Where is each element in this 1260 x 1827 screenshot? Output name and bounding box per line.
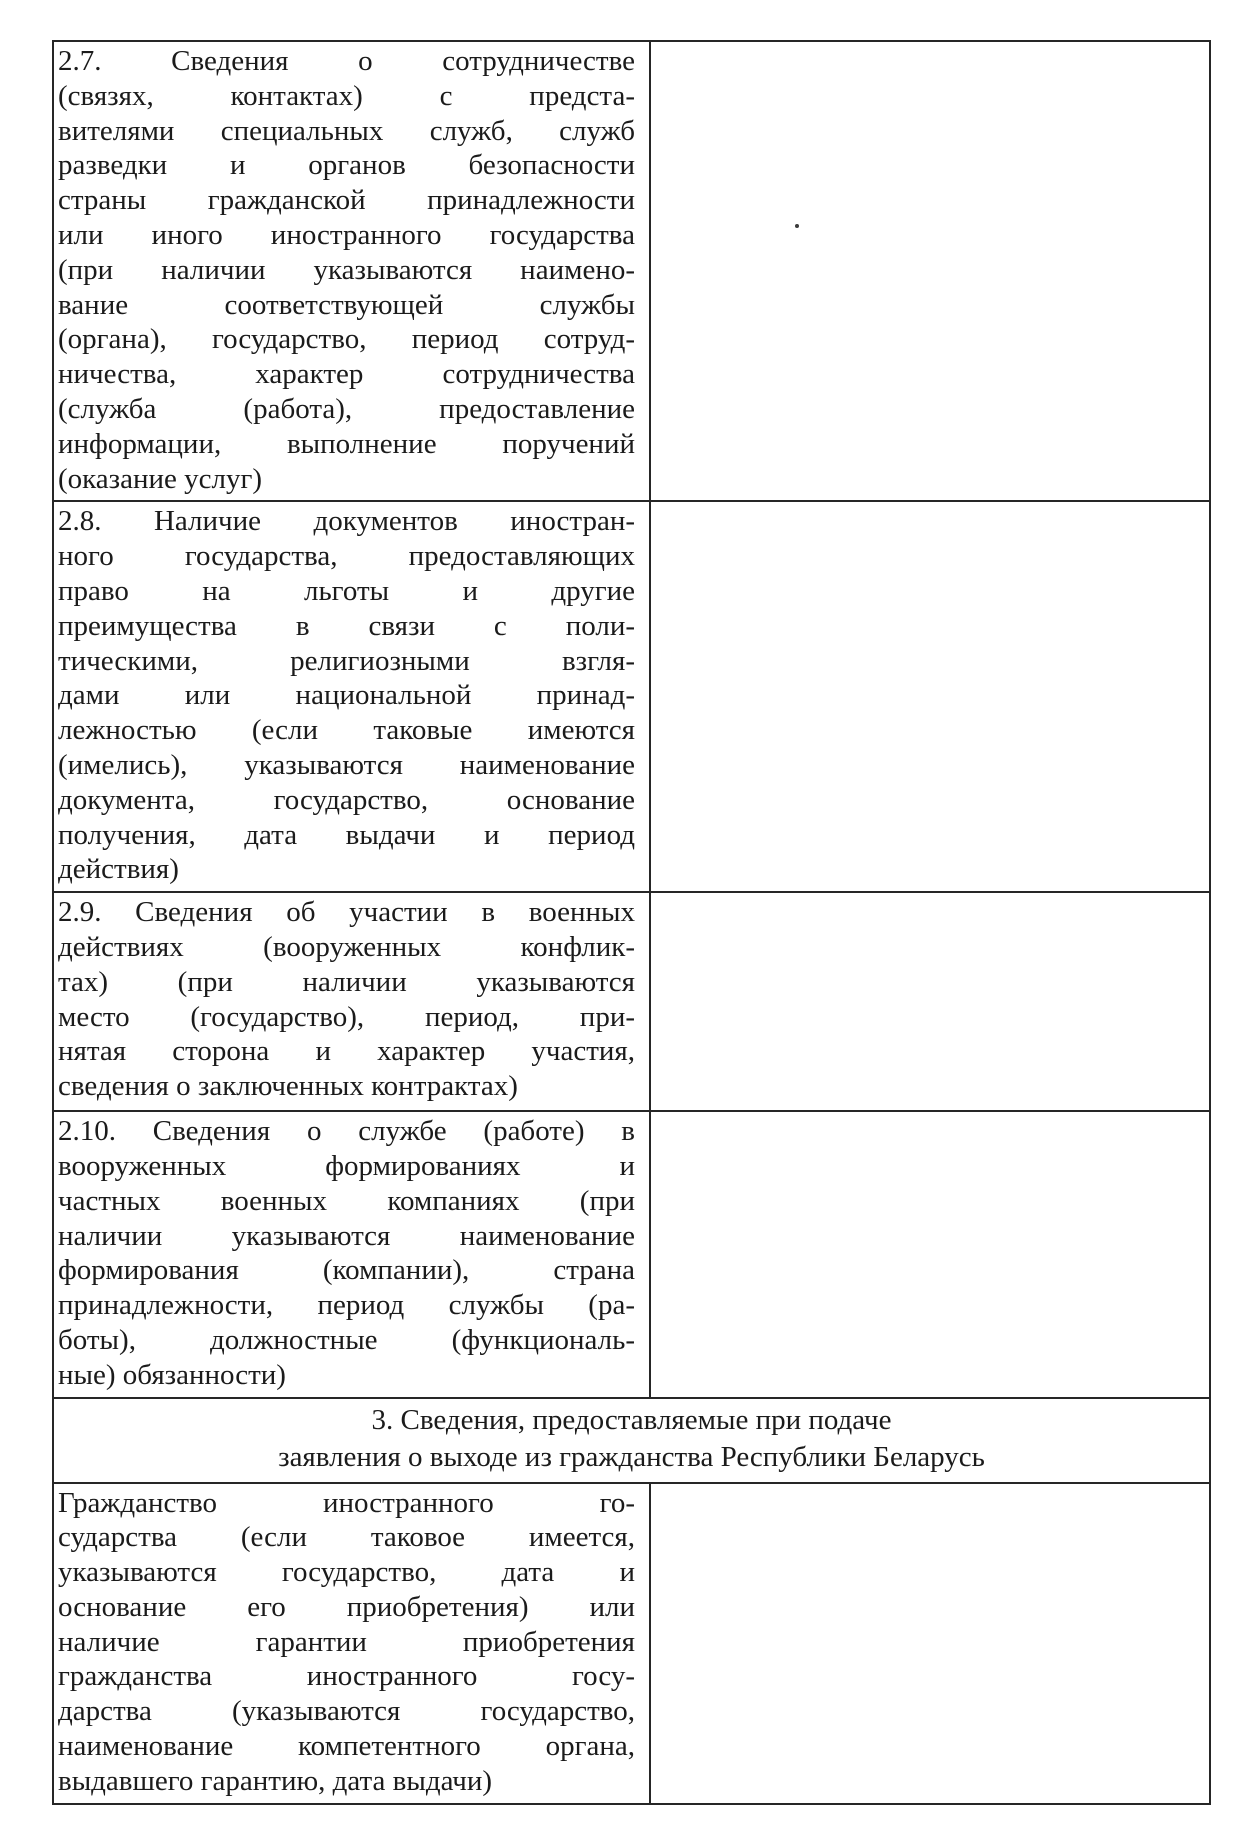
text-line: или иного иностранного государства	[58, 218, 635, 251]
table-row-2-10	[54, 1112, 1209, 1398]
text-line: (связях, контактах) с предста-	[58, 79, 635, 112]
text-line: выдавшего гарантию, дата выдачи)	[58, 1764, 493, 1797]
text-line: получения, дата выдачи и период	[58, 818, 635, 851]
text-line: Гражданство иностранного го-	[58, 1486, 635, 1519]
text-line: (оказание услуг)	[58, 462, 263, 495]
text-line: ного государства, предоставляющих	[58, 540, 635, 573]
text-line: 3. Сведения, предоставляемые при подаче	[371, 1403, 892, 1436]
text-line: наименование компетентного органа,	[58, 1730, 635, 1763]
text-line: ные) обязанности)	[58, 1358, 286, 1391]
text-line: (служба (работа), предоставление	[58, 392, 635, 425]
text-line: страны гражданской принадлежности	[58, 184, 635, 217]
criteria-cell-3-1	[54, 1484, 651, 1803]
criteria-cell-2-7	[54, 42, 651, 500]
text-line: наличие гарантии приобретения	[58, 1625, 635, 1658]
form-table	[52, 40, 1211, 1805]
text-line: сведения о заключенных контрактах)	[58, 1070, 518, 1103]
table-row-2-7	[54, 42, 1209, 502]
text-line: сударства (если таковое имеется,	[58, 1521, 635, 1554]
criteria-cell-2-9	[54, 893, 651, 1110]
text-line: вооруженных формированиях и	[58, 1149, 635, 1182]
text-line: (органа), государство, период сотруд-	[58, 323, 635, 356]
answer-cell-2-10	[651, 1112, 1209, 1396]
text-line: 2.7. Сведения о сотрудничестве	[58, 45, 635, 77]
text-line: дами или национальной принад-	[58, 679, 635, 712]
text-line: ничества, характер сотрудничества	[58, 358, 635, 391]
text-line: разведки и органов безопасности	[58, 149, 635, 182]
text-line: действия)	[58, 853, 179, 886]
text-line: вителями специальных служб, служб	[58, 114, 635, 147]
text-line: основание его приобретения) или	[58, 1590, 635, 1623]
criteria-cell-2-10	[54, 1112, 651, 1396]
scan-speck-artifact	[795, 224, 799, 228]
text-line: информации, выполнение поручений	[58, 427, 635, 460]
text-line: место (государство), период, при-	[58, 1000, 635, 1033]
text-line: заявления о выходе из гражданства Республики Беларусь	[278, 1440, 985, 1473]
text-line: преимущества в связи с поли-	[58, 609, 635, 642]
text-line: боты), должностные (функциональ-	[58, 1323, 635, 1356]
text-line: (имелись), указываются наименование	[58, 748, 635, 781]
answer-cell-3-1	[651, 1484, 1209, 1803]
text-line: тах) (при наличии указываются	[58, 965, 635, 998]
table-row-3-1	[54, 1484, 1209, 1803]
answer-cell-2-8	[651, 502, 1209, 891]
text-line: 2.10. Сведения о службе (работе) в	[58, 1115, 635, 1148]
criteria-cell-2-8	[54, 502, 651, 891]
text-line: наличии указываются наименование	[58, 1219, 635, 1252]
text-line: дарства (указываются государство,	[58, 1695, 635, 1728]
text-line: документа, государство, основание	[58, 783, 635, 816]
text-line: указываются государство, дата и	[58, 1556, 635, 1589]
answer-cell-2-9	[651, 893, 1209, 1110]
text-line: право на льготы и другие	[58, 574, 635, 607]
text-line: гражданства иностранного госу-	[58, 1660, 635, 1693]
text-line: вание соответствующей службы	[58, 288, 635, 321]
table-row-2-9	[54, 893, 1209, 1112]
text-line: тическими, религиозными взгля-	[58, 644, 635, 677]
text-line: нятая сторона и характер участия,	[58, 1035, 635, 1068]
text-line: принадлежности, период службы (ра-	[58, 1289, 635, 1322]
text-line: 2.8. Наличие документов иностран-	[58, 505, 635, 538]
table-row-2-8	[54, 502, 1209, 893]
text-line: действиях (вооруженных конфлик-	[58, 930, 635, 963]
text-line: формирования (компании), страна	[58, 1254, 635, 1287]
section-3-header	[54, 1399, 1209, 1484]
text-line: 2.9. Сведения об участии в военных	[58, 896, 635, 929]
text-line: частных военных компаниях (при	[58, 1184, 635, 1217]
answer-cell-2-7	[651, 42, 1209, 500]
text-line: лежностью (если таковые имеются	[58, 714, 635, 747]
text-line: (при наличии указываются наимено-	[58, 253, 635, 286]
